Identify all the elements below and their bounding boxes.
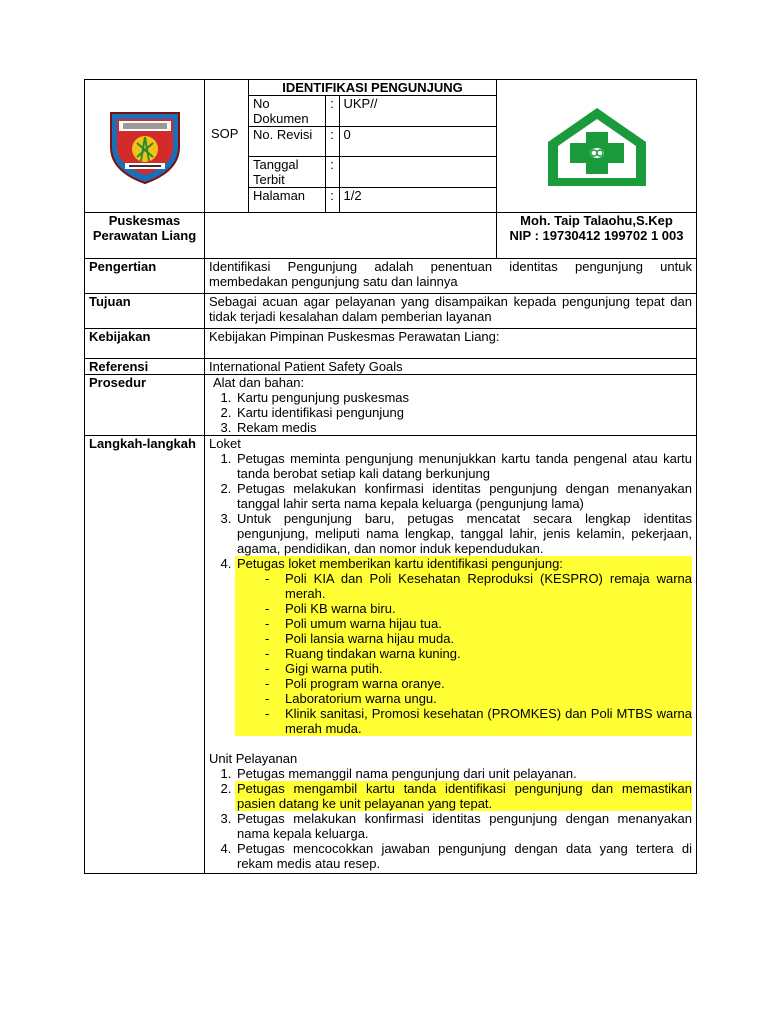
list-item: 1. Kartu pengunjung puskesmas xyxy=(235,390,692,405)
header-row xyxy=(85,80,697,213)
row-prosedur xyxy=(85,374,697,435)
meta-colon: : xyxy=(325,96,339,127)
document-title: IDENTIFIKASI PENGUNJUNG xyxy=(249,80,496,96)
list-item: 2. Kartu identifikasi pengunjung xyxy=(235,405,692,420)
org-name: Puskesmas Perawatan Liang xyxy=(85,212,205,258)
meta-colon: : xyxy=(325,188,339,212)
label-pengertian: Pengertian xyxy=(85,258,205,293)
card-color-list xyxy=(237,571,692,736)
meta-value-no-dokumen: UKP// xyxy=(339,96,496,127)
meta-key-halaman: Halaman xyxy=(249,188,325,212)
puskesmas-logo xyxy=(542,102,652,190)
empty-cell xyxy=(205,212,497,258)
label-langkah: Langkah-langkah xyxy=(85,435,205,873)
text-referensi: International Patient Safety Goals xyxy=(205,358,697,374)
meta-value-tanggal-terbit xyxy=(339,157,496,188)
row-kebijakan xyxy=(85,328,697,358)
list-item: - Poli umum warna hijau tua. xyxy=(263,616,692,631)
row-tujuan xyxy=(85,293,697,328)
text-pengertian: Identifikasi Pengunjung adalah penentuan identitas pengunjung untuk membedakan pengunjung satu dan lainnya xyxy=(205,258,697,293)
loket-steps xyxy=(209,451,692,736)
list-item: - Laboratorium warna ungu. xyxy=(263,691,692,706)
list-item: - Poli program warna oranye. xyxy=(263,676,692,691)
list-item: 2. Petugas melakukan konfirmasi identitas pengunjung dengan menanyakan tanggal lahir serta nama kepala keluarga (pengunjung lama) xyxy=(235,481,692,511)
meta-colon: : xyxy=(325,157,339,188)
list-item-highlighted: 2. Petugas mengambil kartu tanda identifikasi pengunjung dan memastikan pasien datang ke unit pelayanan yang tepat. xyxy=(235,781,692,811)
meta-key-tanggal-terbit: Tanggal Terbit xyxy=(249,157,325,188)
meta-key-no-dokumen: No Dokumen xyxy=(249,96,325,127)
text-tujuan: Sebagai acuan agar pelayanan yang disampaikan kepada pengunjung tepat dan tidak terjadi kesalahan dalam pemberian layanan xyxy=(205,293,697,328)
list-item: - Poli KIA dan Poli Kesehatan Reproduksi (KESPRO) remaja warna merah. xyxy=(263,571,692,601)
list-item: 3. Petugas melakukan konfirmasi identitas pengunjung dengan menanyakan nama kepala keluarga. xyxy=(235,811,692,841)
list-item: - Ruang tindakan warna kuning. xyxy=(263,646,692,661)
prosedur-intro: Alat dan bahan: xyxy=(213,374,305,390)
list-item: 1. Petugas meminta pengunjung menunjukkan kartu tanda pengenal atau kartu tanda berobat setiap kali datang berkunjung xyxy=(235,451,692,481)
list-item: - Gigi warna putih. xyxy=(263,661,692,676)
label-prosedur: Prosedur xyxy=(85,374,205,435)
signatory-nip: NIP : 19730412 199702 1 003 xyxy=(509,227,684,243)
meta-value-no-revisi: 0 xyxy=(339,127,496,157)
meta-cell xyxy=(249,80,497,213)
list-item: 3. Untuk pengunjung baru, petugas mencatat secara lengkap identitas pengunjung, meliputi nama lengkap, tanggal lahir, jenis kelamin, pekerjaan, agama, pendidikan, dan nomor induk kependudukan. xyxy=(235,511,692,556)
label-tujuan: Tujuan xyxy=(85,293,205,328)
list-item: 3. Rekam medis xyxy=(235,420,692,435)
regency-crest-logo xyxy=(107,107,183,185)
unit-steps xyxy=(209,766,692,871)
text-kebijakan: Kebijakan Pimpinan Puskesmas Perawatan Liang: xyxy=(205,328,697,358)
signatory-cell xyxy=(497,212,697,258)
meta-key-no-revisi: No. Revisi xyxy=(249,127,325,157)
org-row xyxy=(85,212,697,258)
row-langkah xyxy=(85,435,697,873)
label-referensi: Referensi xyxy=(85,358,205,374)
list-item-highlighted xyxy=(235,556,692,736)
meta-colon: : xyxy=(325,127,339,157)
row-referensi xyxy=(85,358,697,374)
sop-document xyxy=(84,79,696,874)
sop-table xyxy=(84,79,697,874)
meta-table xyxy=(249,96,496,212)
loket-title: Loket xyxy=(209,435,241,451)
list-item: 1. Petugas memanggil nama pengunjung dari unit pelayanan. xyxy=(235,766,692,781)
signatory-name: Moh. Taip Talaohu,S.Kep xyxy=(520,212,673,228)
unit-title: Unit Pelayanan xyxy=(209,750,298,766)
list-item: - Poli lansia warna hijau muda. xyxy=(263,631,692,646)
prosedur-list xyxy=(209,390,692,435)
list-item: - Klinik sanitasi, Promosi kesehatan (PROMKES) dan Poli MTBS warna merah muda. xyxy=(263,706,692,736)
prosedur-content xyxy=(205,374,697,435)
loket-step-4-text: Petugas loket memberikan kartu identifikasi pengunjung: xyxy=(237,555,563,571)
list-item: 4. Petugas mencocokkan jawaban pengunjung dengan data yang tertera di rekam medis atau resep. xyxy=(235,841,692,871)
row-pengertian xyxy=(85,258,697,293)
langkah-content xyxy=(205,435,697,873)
puskesmas-logo-cell xyxy=(497,80,697,213)
sop-label: SOP xyxy=(205,80,249,213)
meta-value-halaman: 1/2 xyxy=(339,188,496,212)
label-kebijakan: Kebijakan xyxy=(85,328,205,358)
regency-logo-cell xyxy=(85,80,205,213)
list-item: - Poli KB warna biru. xyxy=(263,601,692,616)
